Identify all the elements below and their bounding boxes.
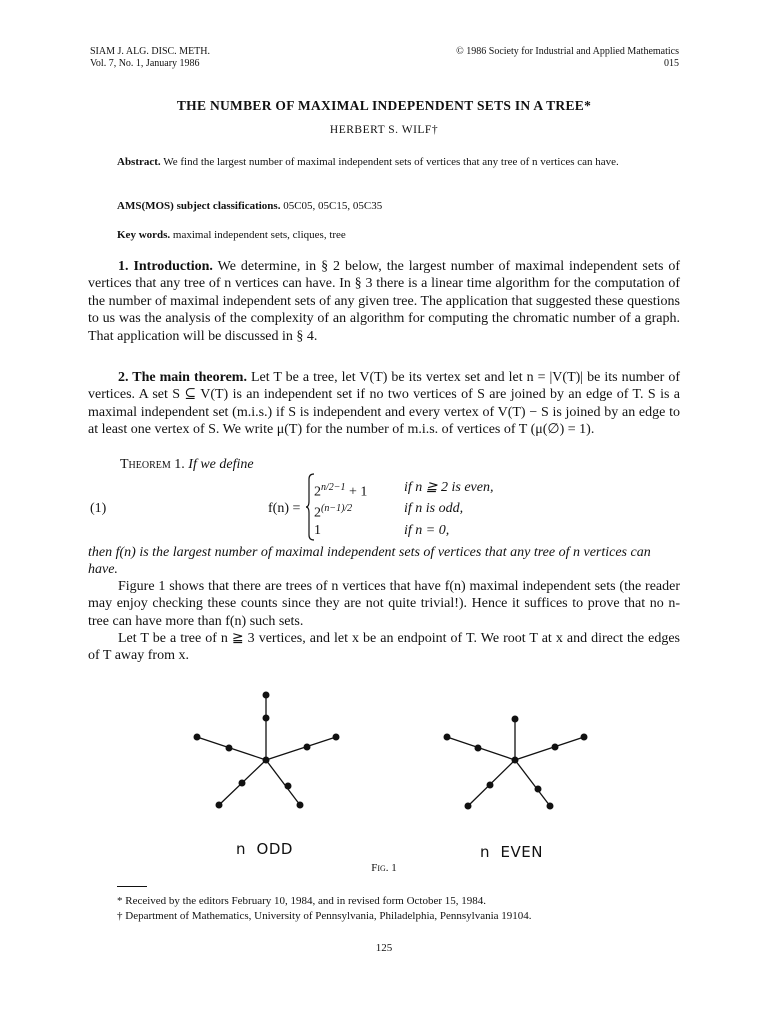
theorem-conclusion: then f(n) is the largest number of maximal independent sets of vertices that any tree of n vertices can have. (88, 545, 651, 578)
footnote-received: * Received by the editors February 10, 1984, and in revised form October 15, 1984. (117, 895, 487, 907)
case-odd-condition: if n is odd, (404, 501, 464, 516)
main-heading: 2. The main theorem. (118, 370, 247, 385)
tree-node (285, 783, 292, 790)
tree-node (444, 734, 451, 741)
label-n-even: n EVEN (480, 843, 543, 861)
tree-node (535, 786, 542, 793)
tree-node (263, 757, 270, 764)
main-text: Let T be a tree, let V(T) be its vertex set and let n = |V(T)| be its number of vertices. A set S ⊆ V(T) is an independent set if no two vertices of S are joined by an edge of T. S is a maximal independent set (m.i.s.) if S is independent and every vertex of V(T) − S is joined by an edge to at least one vertex of S. We write μ(T) for the number of m.i.s. of vertices of T (μ(∅) = 1). (88, 370, 681, 438)
article-code: 015 (664, 58, 679, 69)
keywords-text: maximal independent sets, cliques, tree (170, 229, 346, 241)
tree-node (512, 716, 519, 723)
theorem-label: Theorem 1. (120, 457, 185, 472)
footnote-affiliation: † Department of Mathematics, University of Pennsylvania, Philadelphia, Pennsylvania 19104. (117, 910, 532, 922)
paper-author: HERBERT S. WILF† (329, 124, 439, 136)
journal-name: SIAM J. ALG. DISC. METH. (90, 46, 211, 57)
tree-node (547, 803, 554, 810)
figure-paragraph: Figure 1 shows that there are trees of n vertices that have f(n) maximal independent sets (the reader may enjoy checking these counts since they are not quite trivial!). Hence it suffices to prove that no n-tree can have more than f(n) such sets. (88, 579, 680, 629)
case-even-condition: if n ≧ 2 is even, (404, 480, 494, 495)
rooting-paragraph: Let T be a tree of n ≧ 3 vertices, and let x be an endpoint of T. We root T at x and direct the edges of T away from x. (88, 631, 680, 664)
equation-lhs: f(n) = (268, 501, 301, 516)
tree-node (297, 802, 304, 809)
ams-label: AMS(MOS) subject classifications. (117, 200, 281, 212)
case-even-value: $2^{n/2-1} + 1$ (314, 482, 368, 500)
case-odd-value: $2^{(n-1)/2}$ (314, 503, 353, 521)
tree-node (263, 692, 270, 699)
abstract-text: We find the largest number of maximal independent sets of vertices that any tree of n vertices can have. (160, 156, 619, 168)
page-number: 125 (375, 942, 393, 954)
tree-node (216, 802, 223, 809)
tree-node (465, 803, 472, 810)
equation-number: (1) (90, 501, 107, 516)
tree-node (263, 715, 270, 722)
tree-node (226, 745, 233, 752)
ams-text: 05C05, 05C15, 05C35 (280, 200, 383, 212)
case-zero-condition: if n = 0, (404, 523, 450, 538)
tree-node (552, 744, 559, 751)
paper-title: THE NUMBER OF MAXIMAL INDEPENDENT SETS IN A TREE* (176, 98, 592, 113)
tree-node (475, 745, 482, 752)
tree-node (512, 757, 519, 764)
label-n-odd: n ODD (236, 840, 293, 858)
abstract-label: Abstract. (117, 156, 161, 168)
figure-caption: Fig. 1 (371, 862, 397, 874)
tree-node (194, 734, 201, 741)
tree-node (333, 734, 340, 741)
intro-heading: 1. Introduction. (118, 259, 213, 274)
case-zero-value: 1 (314, 523, 321, 538)
tree-node (581, 734, 588, 741)
copyright-notice: © 1986 Society for Industrial and Applied Mathematics (456, 46, 679, 57)
footnote-divider (117, 886, 147, 887)
tree-node (304, 744, 311, 751)
tree-node (487, 782, 494, 789)
intro-text: We determine, in § 2 below, the largest number of maximal independent sets of vertices that any tree of n vertices can have. In § 3 there is a linear time algorithm for the computation of the number of maximal independent sets of any given tree. The application that suggested these questions to us was the analysis of the complexity of an algorithm for computing the chromatic number of a graph. That application will be discussed in § 4. (88, 259, 681, 344)
keywords-label: Key words. (117, 229, 171, 241)
journal-volume: Vol. 7, No. 1, January 1986 (90, 58, 200, 69)
tree-node (239, 780, 246, 787)
tree-odd-edges (197, 695, 336, 805)
theorem-text: If we define (184, 457, 254, 472)
